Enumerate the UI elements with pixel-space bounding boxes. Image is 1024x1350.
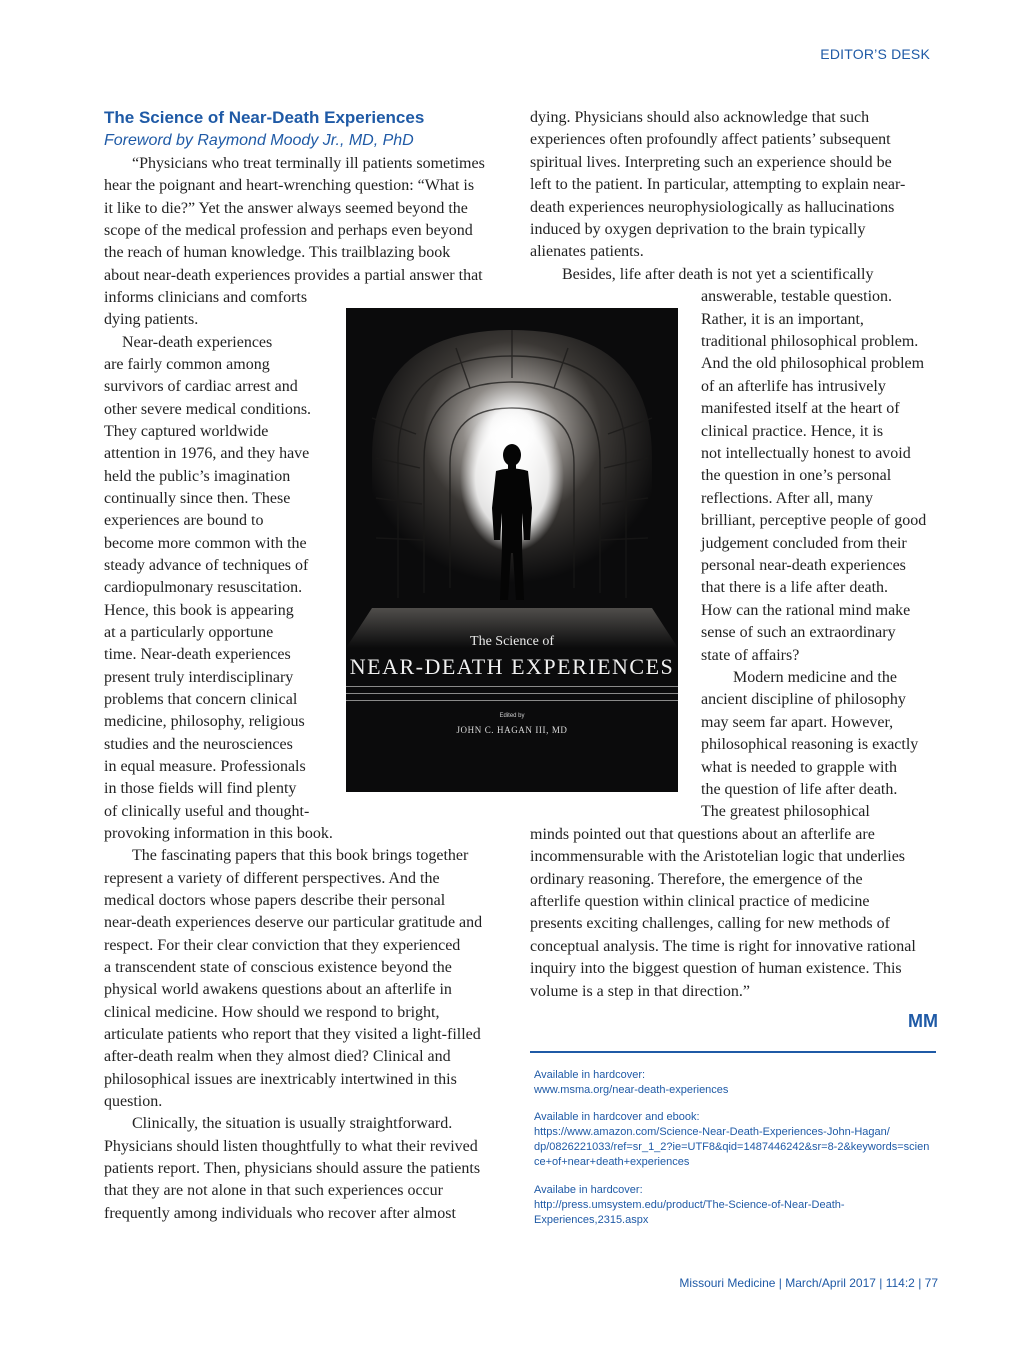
article-subtitle: Foreword by Raymond Moody Jr., MD, PhD	[104, 132, 414, 149]
body-text-line: cardiopulmonary resuscitation.	[104, 579, 303, 597]
body-text-line: sense of such an extraordinary	[701, 624, 896, 642]
tunnel-illustration	[346, 308, 678, 792]
body-text-line: Clinically, the situation is usually straightforward.	[132, 1115, 453, 1133]
body-text-line: conceptual analysis. The time is right for innovative rational	[530, 937, 916, 955]
body-text-line: may seem far apart. However,	[701, 713, 894, 731]
body-text-line: experiences often profoundly affect patients’ subsequent	[530, 131, 891, 149]
body-text-line: articulate patients who report that they visited a light-filled	[104, 1025, 481, 1043]
body-text-line: at a particularly opportune	[104, 623, 274, 641]
body-text-line: traditional philosophical problem.	[701, 333, 919, 350]
body-text-line: death experiences neurophysiologically as hallucinations	[530, 198, 895, 216]
book-cover-image	[346, 308, 678, 792]
body-text-line: the reach of human knowledge. This trailblazing book	[104, 244, 451, 262]
body-text-line: of clinically useful and thought-	[104, 802, 310, 820]
body-text-line: inquiry into the biggest question of human existence. This	[530, 960, 902, 978]
body-text-line: not intellectually honest to avoid	[701, 445, 911, 462]
body-text-line: continually since then. These	[104, 489, 291, 507]
body-text-line: manifested itself at the heart of	[701, 400, 900, 418]
body-text-line: ancient discipline of philosophy	[701, 691, 906, 709]
body-text-line: are fairly common among	[104, 355, 270, 373]
body-text-line: a transcendent state of conscious existence beyond the	[104, 958, 452, 976]
availability-text-line: dp/0826221033/ref=sr_1_2?ie=UTF8&qid=1487446242&sr=8-2&keywords=scien	[534, 1141, 930, 1153]
body-text-line: dying. Physicians should also acknowledge that such	[530, 109, 870, 126]
body-text-line: And the old philosophical problem	[701, 355, 925, 373]
cover-divider	[346, 693, 678, 694]
body-text-line: frequently among individuals who recover after almost	[104, 1204, 456, 1222]
body-text-line: question.	[104, 1092, 163, 1110]
body-text-line: become more common with the	[104, 534, 307, 552]
body-text-line: personal near-death experiences	[701, 557, 906, 574]
body-text-line: philosophical reasoning is exactly	[701, 736, 919, 754]
body-text-line: in equal measure. Professionals	[104, 757, 306, 775]
body-text-line: reflections. After all, many	[701, 489, 873, 507]
body-text-line: Modern medicine and the	[733, 669, 897, 686]
body-text-line: state of affairs?	[701, 646, 800, 664]
body-text-line: problems that concern clinical	[104, 690, 298, 708]
availability-text-line: http://press.umsystem.edu/product/The-Science-of-Near-Death-	[534, 1199, 845, 1211]
body-text-line: afterlife question within clinical practice of medicine	[530, 893, 870, 910]
body-text-line: Near-death experiences	[122, 333, 273, 351]
body-text-line: of an afterlife has intrusively	[701, 377, 886, 395]
body-text-line: dying patients.	[104, 311, 199, 329]
body-text-line: provoking information in this book.	[104, 824, 333, 842]
body-text-line: near-death experiences deserve our particular gratitude and	[104, 914, 483, 932]
body-text-line: medicine, philosophy, religious	[104, 713, 305, 731]
body-text-line: The greatest philosophical	[701, 803, 870, 821]
body-text-line: other severe medical conditions.	[104, 400, 312, 418]
body-text-line: How can the rational mind make	[701, 601, 911, 619]
body-text-line: patients report. Then, physicians should assure the patients	[104, 1159, 481, 1177]
body-text-line: experiences are bound to	[104, 512, 264, 530]
body-text-line: that there is a life after death.	[701, 579, 889, 597]
body-text-line: it like to die?” Yet the answer always seemed beyond the	[104, 199, 468, 217]
cover-title-small: The Science of	[470, 634, 554, 649]
body-text-line: informs clinicians and comforts	[104, 288, 308, 306]
body-text-line: induced by oxygen deprivation to the brain typically	[530, 221, 866, 238]
body-text-line: left to the patient. In particular, attempting to explain near-	[530, 176, 906, 194]
body-text-line: the question of life after death.	[701, 781, 898, 798]
author-signoff: MM	[908, 1011, 938, 1031]
body-text-line: spiritual lives. Interpreting such an experience should be	[530, 153, 892, 171]
cover-divider	[346, 686, 678, 687]
body-text-line: minds pointed out that questions about an afterlife are	[530, 825, 875, 843]
body-text-line: represent a variety of different perspectives. And the	[104, 869, 440, 887]
availability-text-line: Available in hardcover and ebook:	[534, 1111, 700, 1123]
body-text-line: survivors of cardiac arrest and	[104, 378, 298, 396]
body-text-line: after-death realm when they almost died? Clinical and	[104, 1048, 451, 1066]
availability-text-line: Available in hardcover:	[534, 1069, 646, 1081]
body-text-line: philosophical issues are inextricably intertwined in this	[104, 1070, 457, 1088]
body-text-line: brilliant, perceptive people of good	[701, 512, 927, 530]
body-text-line: hear the poignant and heart-wrenching question: “What is	[104, 177, 475, 195]
body-text-line: answerable, testable question.	[701, 288, 893, 306]
cover-editor-name: JOHN C. HAGAN III, MD	[456, 725, 568, 735]
cover-divider	[346, 700, 678, 701]
body-text-line: studies and the neurosciences	[104, 735, 293, 753]
article-title: The Science of Near-Death Experiences	[104, 108, 425, 127]
body-text-line: scope of the medical profession and perhaps even beyond	[104, 221, 473, 239]
body-text-line: judgement concluded from their	[701, 534, 907, 552]
body-text-line: time. Near-death experiences	[104, 646, 291, 664]
body-text-line: steady advance of techniques of	[104, 556, 309, 574]
body-text-line: that they are not alone in that such experiences occur	[104, 1182, 443, 1200]
body-text-line: Rather, it is an important,	[701, 310, 864, 328]
section-label: EDITOR’S DESK	[820, 46, 930, 62]
body-text-line: incommensurable with the Aristotelian logic that underlies	[530, 848, 906, 866]
body-text-line: attention in 1976, and they have	[104, 445, 310, 463]
body-text-line: Besides, life after death is not yet a scientifically	[562, 265, 874, 283]
body-text-line: They captured worldwide	[104, 422, 269, 440]
body-text-line: the question in one’s personal	[701, 467, 892, 485]
body-text-line: Hence, this book is appearing	[104, 601, 294, 619]
body-text-line: “Physicians who treat terminally ill patients sometimes	[132, 155, 485, 172]
availability-text-line: Experiences,2315.aspx	[534, 1214, 649, 1226]
body-text-line: ordinary reasoning. Therefore, the emergence of the	[530, 870, 863, 888]
cover-edited-by: Edited by	[499, 713, 525, 719]
body-text-line: about near-death experiences provides a partial answer that	[104, 266, 483, 284]
body-text-line: medical doctors whose papers describe their personal	[104, 891, 446, 909]
body-text-line: clinical medicine. How should we respond to bright,	[104, 1003, 440, 1021]
cover-title-large: NEAR-DEATH EXPERIENCES	[349, 654, 675, 679]
body-text-line: volume is a step in that direction.”	[530, 982, 750, 1000]
body-text-line: The fascinating papers that this book brings together	[132, 847, 469, 865]
body-text-line: alienates patients.	[530, 243, 644, 261]
body-text-line: presents exciting challenges, calling for new methods of	[530, 915, 890, 933]
body-text-line: physical world awakens questions about an afterlife in	[104, 981, 452, 999]
body-text-line: held the public’s imagination	[104, 467, 291, 485]
availability-text-line: ce+of+near+death+experiences	[534, 1156, 690, 1168]
body-text-line: clinical practice. Hence, it is	[701, 422, 884, 440]
page-footer: Missouri Medicine | March/April 2017 | 114:2 | 77	[679, 1276, 938, 1290]
body-text-line: in those fields will find plenty	[104, 780, 297, 798]
availability-text-line: Availabe in hardcover:	[534, 1184, 643, 1196]
availability-text-line: www.msma.org/near-death-experiences	[534, 1084, 729, 1096]
body-text-line: what is needed to grapple with	[701, 758, 897, 776]
sidebar-divider	[530, 1051, 936, 1053]
body-text-line: present truly interdisciplinary	[104, 668, 294, 686]
body-text-line: respect. For their clear conviction that they experienced	[104, 936, 461, 954]
body-text-line: Physicians should listen thoughtfully to what their revived	[104, 1137, 478, 1155]
availability-text-line: https://www.amazon.com/Science-Near-Death-Experiences-John-Hagan/	[534, 1126, 890, 1138]
